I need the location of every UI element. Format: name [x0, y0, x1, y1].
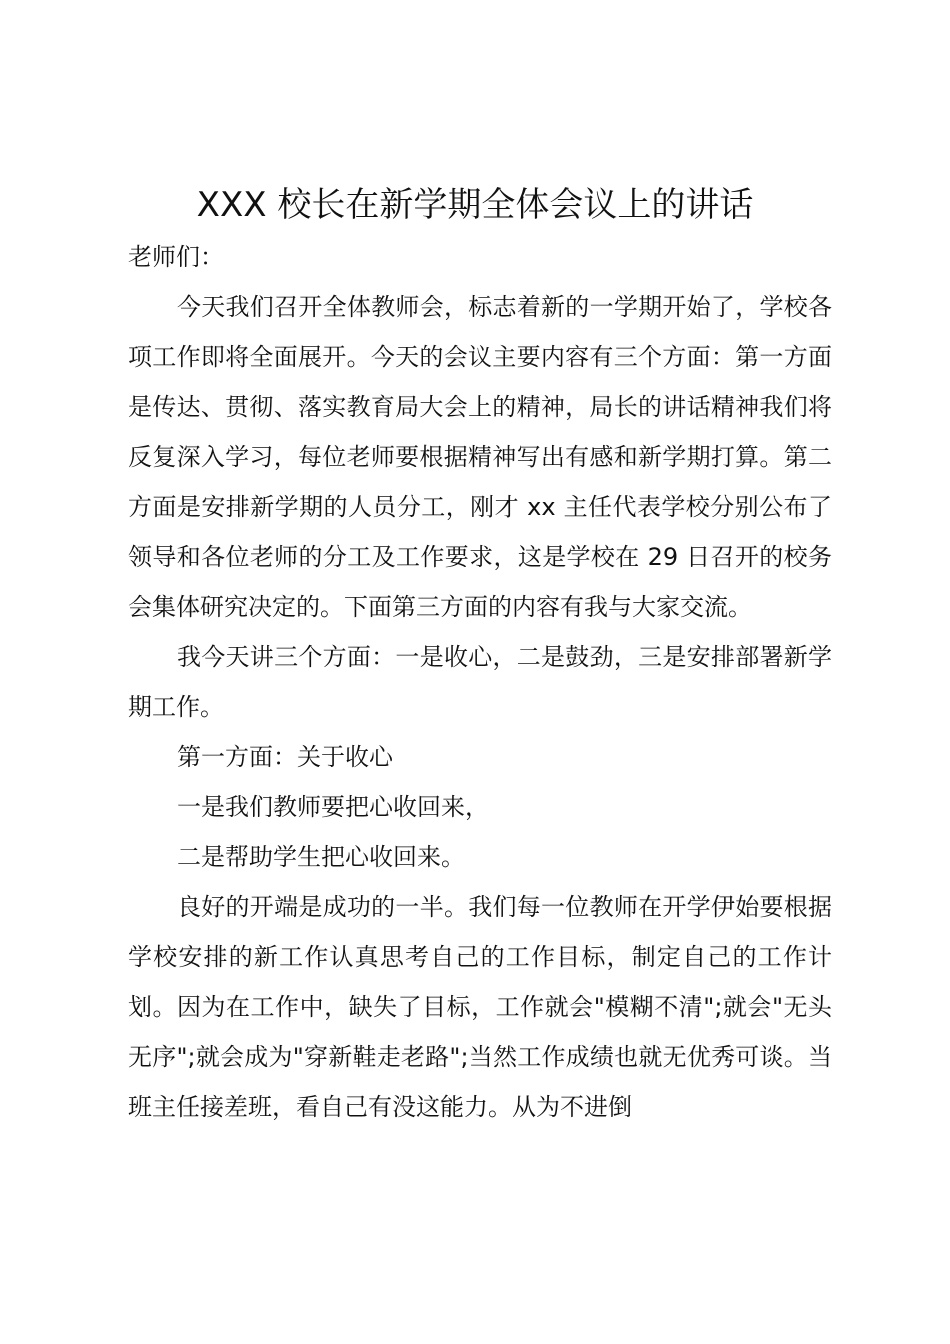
salutation: 老师们：: [128, 243, 224, 271]
paragraph-three-aspects: 我今天讲三个方面：一是收心，二是鼓劲，三是安排部署新学期工作。: [128, 643, 832, 721]
list-item-students: 二是帮助学生把心收回来。: [177, 843, 465, 871]
section-heading-first-aspect: 第一方面：关于收心: [177, 743, 393, 771]
list-item-teachers: 一是我们教师要把心收回来，: [177, 793, 489, 821]
paragraph-meeting-overview: 今天我们召开全体教师会，标志着新的一学期开始了，学校各项工作即将全面展开。今天的会议主要内容有三个方面：第一方面是传达、贯彻、落实教育局大会上的精神，局长的讲话精神我们将反复深入学习，每位老师要根据精神写出有感和新学期打算。第二方面是安排新学期的人员分工，刚才 xx 主任代表学校分别公布了领导和各位老师的分工及工作要求，这是学校在 29 日召开的校务会集体研究决定的。下面第三方面的内容有我与大家交流。: [128, 293, 832, 621]
document-body: [128, 232, 832, 1132]
document-title: XXX 校长在新学期全体会议上的讲话: [196, 185, 754, 225]
paragraph-good-start: 良好的开端是成功的一半。我们每一位教师在开学伊始要根据学校安排的新工作认真思考自己的工作目标，制定自己的工作计划。因为在工作中，缺失了目标，工作就会"模糊不清";就会"无头无序";就会成为"穿新鞋走老路";当然工作成绩也就无优秀可谈。当班主任接差班，看自己有没这能力。从为不进倒: [128, 893, 832, 1121]
